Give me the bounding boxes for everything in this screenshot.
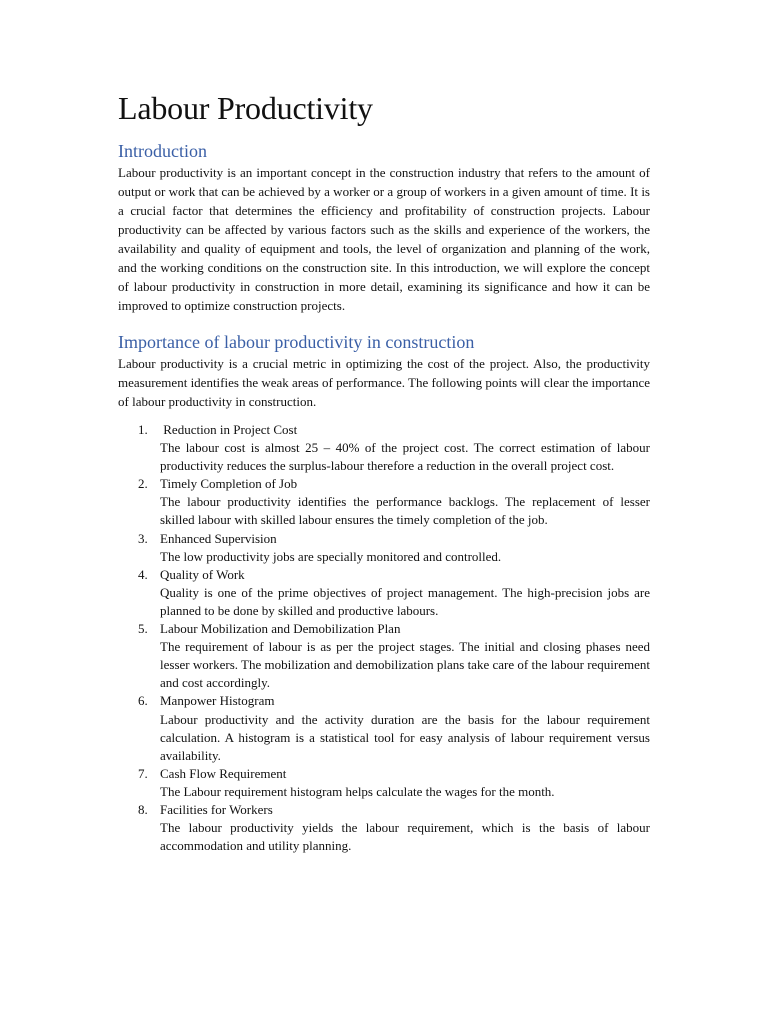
list-item-body: The Labour requirement histogram helps calculate the wages for the month. — [160, 783, 555, 799]
list-item-title: Facilities for Workers — [160, 801, 273, 817]
importance-heading: Importance of labour productivity in construction — [118, 332, 475, 352]
introduction-heading: Introduction — [118, 141, 207, 161]
list-item-number: 1. — [138, 422, 148, 437]
list-item-number: 3. — [138, 530, 148, 546]
list-item — [118, 566, 650, 620]
list-item-number: 5. — [138, 621, 148, 637]
list-item-body: Labour productivity and the activity duration are the basis for the labour requirement calculation. A histogram is a statistical tool for easy analysis of labour requirement versus availability. — [160, 711, 650, 763]
introduction-section — [118, 140, 650, 315]
list-item-title: Manpower Histogram — [160, 693, 275, 709]
list-item — [118, 421, 650, 475]
introduction-paragraph: Labour productivity is an important concept in the construction industry that refers to the amount of output or work that can be achieved by a worker or a group of workers in a given amount of time. It is a crucial factor that determines the efficiency and profitability of construction projects. Labour productivity can be affected by various factors such as the skills and experience of the workers, the availability and quality of equipment and tools, the level of organization and planning of the work, and the working conditions on the construction site. In this introduction, we will explore the concept of labour productivity in construction in more detail, examining its significance and how it can be improved to optimize construction projects. — [118, 165, 650, 313]
document-title: Labour Productivity — [118, 90, 373, 126]
list-item-number: 2. — [138, 476, 148, 492]
list-item-title: Enhanced Supervision — [160, 530, 277, 546]
list-item — [118, 692, 650, 764]
document-page — [118, 88, 650, 855]
list-item — [118, 801, 650, 855]
importance-section — [118, 331, 650, 855]
list-item-body: The low productivity jobs are specially monitored and controlled. — [160, 548, 502, 564]
list-item-body: Quality is one of the prime objectives of project management. The high-precision jobs are planned to be done by skilled and productive labours. — [160, 584, 650, 618]
list-item-title: Timely Completion of Job — [160, 476, 298, 492]
list-item-body: The labour productivity yields the labour requirement, which is the basis of labour accommodation and utility planning. — [160, 820, 650, 854]
list-item-body: The labour productivity identifies the performance backlogs. The replacement of lesser skilled labour with skilled labour ensures the timely completion of the job. — [160, 494, 650, 528]
list-item-body: The requirement of labour is as per the project stages. The initial and closing phases need lesser workers. The mobilization and demobilization plans take care of the labour requirement and cost accordingly. — [160, 639, 650, 691]
importance-paragraph: Labour productivity is a crucial metric in optimizing the cost of the project. Also, the productivity measurement identifies the weak areas of performance. The following points will clear the importance of labour productivity in construction. — [118, 356, 650, 409]
list-item — [118, 530, 650, 566]
list-item-title: Reduction in Project Cost — [160, 422, 298, 437]
list-item — [118, 620, 650, 692]
list-item — [118, 475, 650, 529]
list-item-title: Cash Flow Requirement — [160, 765, 287, 781]
list-item-number: 6. — [138, 693, 148, 709]
list-item — [118, 765, 650, 801]
list-item-title: Quality of Work — [160, 566, 245, 582]
list-item-body: The labour cost is almost 25 – 40% of the project cost. The correct estimation of labour productivity reduces the surplus-labour therefore a reduction in the overall project cost. — [160, 440, 650, 474]
importance-list — [118, 421, 650, 855]
list-item-title: Labour Mobilization and Demobilization Plan — [160, 621, 401, 637]
list-item-number: 8. — [138, 801, 148, 817]
list-item-number: 7. — [138, 765, 148, 781]
list-item-number: 4. — [138, 566, 148, 582]
